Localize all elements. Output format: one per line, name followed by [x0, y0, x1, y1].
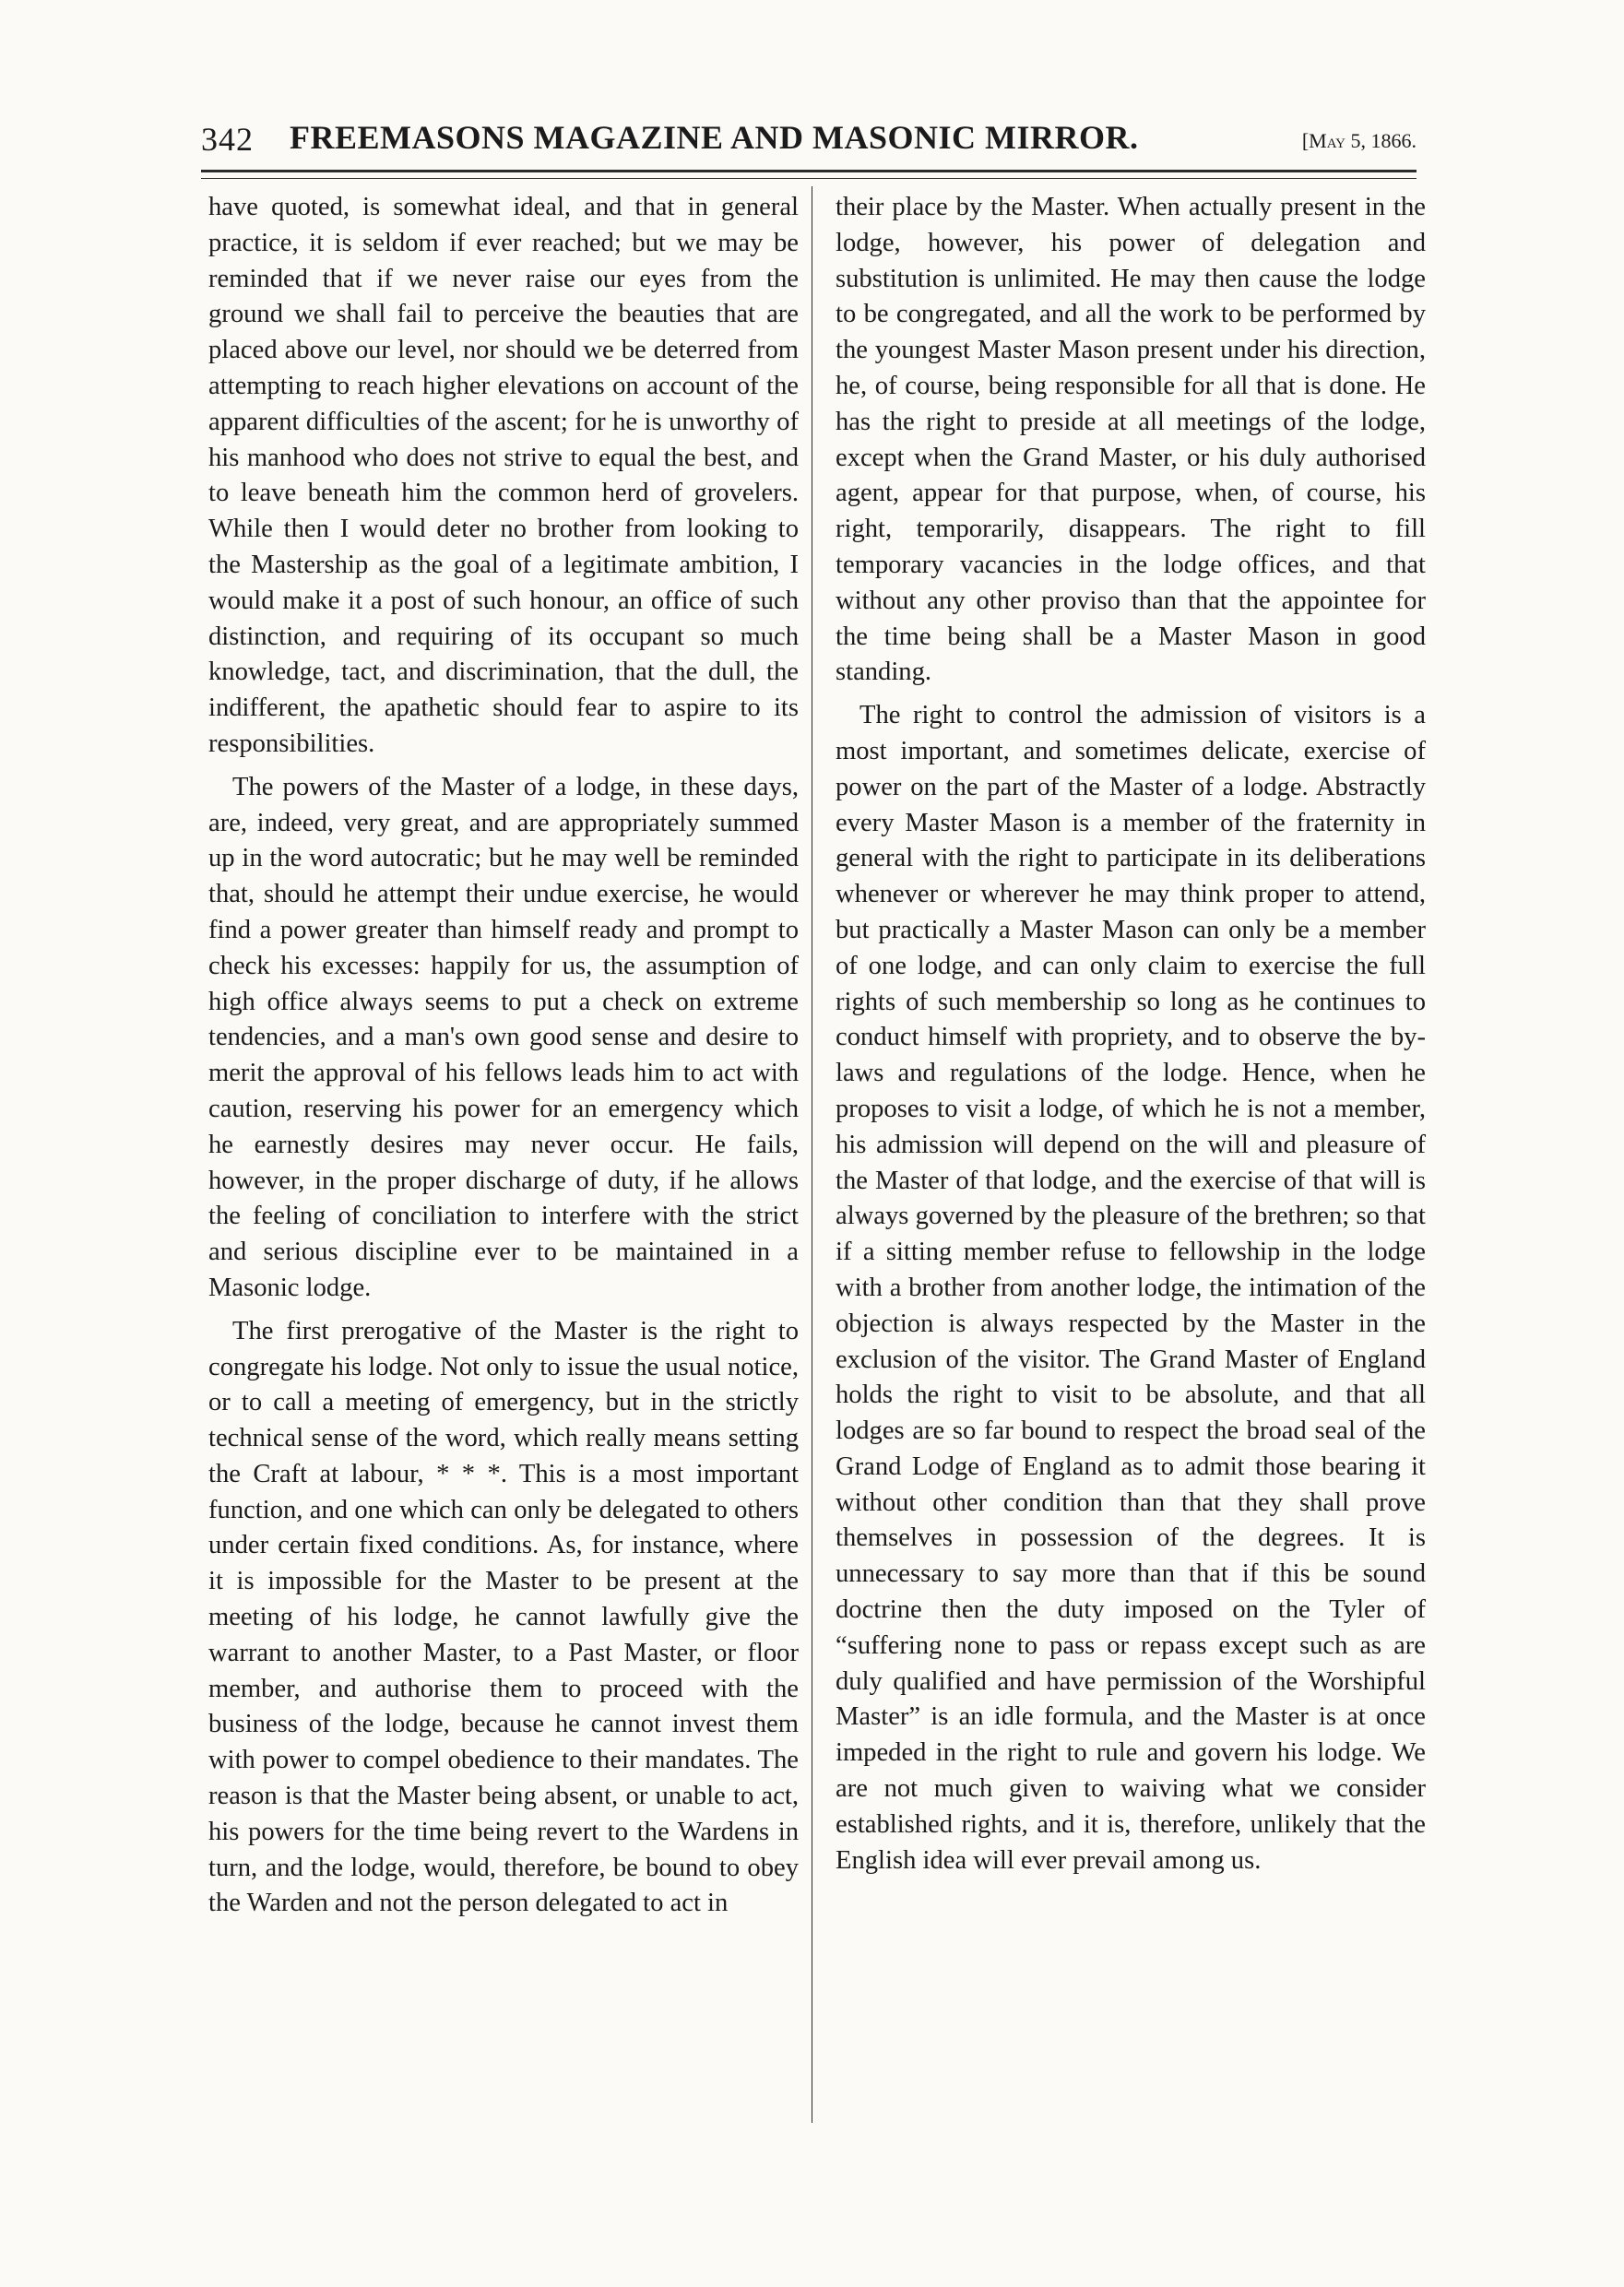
header-rule-thick — [201, 170, 1417, 172]
header-rule-thin — [201, 178, 1417, 179]
page-number: 342 — [201, 121, 254, 158]
paragraph: their place by the Master. When actually present in the lodge, however, his power of delegation and substitution is unlimited. He may then cause the lodge to be congregated, and all the work to be performed by the youngest Master Mason present under his direction, he, of course, being responsible for all that is done. He has the right to preside at all meetings of the lodge, except when the Grand Master, or his duly authorised agent, appear for that purpose, when, of course, his right, temporarily, disappears. The right to fill temporary vacancies in the lodge offices, and that without any other proviso than that the appointee for the time being shall be a Master Mason in good standing. — [836, 193, 1426, 687]
issue-date: [May 5, 1866. — [1301, 129, 1417, 152]
paragraph: have quoted, is somewhat ideal, and that in general practice, it is seldom if ever reached; but we may be reminded that if we never raise our eyes from the ground we shall fail to perceive the beauties that are placed above our level, nor should we be deterred from attempting to reach higher elevations on account of the apparent difficulties of the ascent; for he is unworthy of his manhood who does not strive to equal the best, and to leave beneath him the common herd of grovelers. While then I would deter no brother from looking to the Mastership as the goal of a legitimate ambition, I would make it a post of such honour, an office of such distinction, and requiring of its occupant so much knowledge, tact, and discrimination, that the dull, the indifferent, the apathetic should fear to aspire to its responsibilities. — [208, 193, 799, 758]
page-header — [201, 114, 1417, 170]
left-column — [208, 190, 799, 1922]
paragraph: The right to control the admission of visitors is a most important, and sometimes delicate, exercise of power on the part of the Master of a lodge. Abstractly every Master Mason is a member of the fraternity in general with the right to participate in its deliberations whenever or wherever he may think proper to attend, but practically a Master Mason can only be a member of one lodge, and can only claim to exercise the full rights of such membership so long as he continues to conduct himself with propriety, and to observe the by-laws and regulations of the lodge. Hence, when he proposes to visit a lodge, of which he is not a member, his admission will depend on the will and pleasure of the Master of that lodge, and the exercise of that will is always governed by the pleasure of the brethren; so that if a sitting member refuse to fellowship in the lodge with a brother from another lodge, the intimation of the objection is always respected by the Master in the exclusion of the visitor. The Grand Master of England holds the right to visit to be absolute, and that all lodges are so far bound to respect the broad seal of the Grand Lodge of England as to admit those bearing it without other condition than that they shall prove themselves in possession of the degrees. It is unnecessary to say more than that if this be sound doctrine then the duty imposed on the Tyler of “suffering none to pass or repass except such as are duly qualified and have permission of the Worshipful Master” is an idle formula, and the Master is at once impeded in the right to rule and govern his lodge. We are not much given to waiving what we consider established rights, and it is, therefore, unlikely that the English idea will ever prevail among us. — [836, 701, 1426, 1875]
paragraph: The first prerogative of the Master is the right to congregate his lodge. Not only to issue the usual notice, or to call a meeting of emergency, but in the strictly technical sense of the word, which really means setting the Craft at labour, * * *. This is a most important function, and one which can only be delegated to others under certain fixed conditions. As, for instance, where it is impossible for the Master to be present at the meeting of his lodge, he cannot lawfully give the warrant to another Master, to a Past Master, or floor member, and authorise them to proceed with the business of the lodge, because he cannot invest them with power to compel obedience to their mandates. The reason is that the Master being absent, or unable to act, his powers for the time being revert to the Wardens in turn, and the lodge, would, therefore, be bound to obey the Warden and not the person delegated to act in — [208, 1316, 799, 1918]
right-column — [836, 190, 1426, 1878]
paragraph: The powers of the Master of a lodge, in these days, are, indeed, very great, and are appropriately summed up in the word autocratic; but he may well be reminded that, should he attempt their undue exercise, he would find a power greater than himself ready and prompt to check his excesses: happily for us, the assumption of high office always seems to put a check on extreme tendencies, and a man's own good sense and desire to merit the approval of his fellows leads him to act with caution, reserving his power for an emergency which he earnestly desires may never occur. He fails, however, in the proper discharge of duty, if he allows the feeling of conciliation to interfere with the strict and serious discipline ever to be maintained in a Masonic lodge. — [208, 772, 799, 1302]
magazine-title: FREEMASONS MAGAZINE AND MASONIC MIRROR. — [290, 119, 1139, 156]
